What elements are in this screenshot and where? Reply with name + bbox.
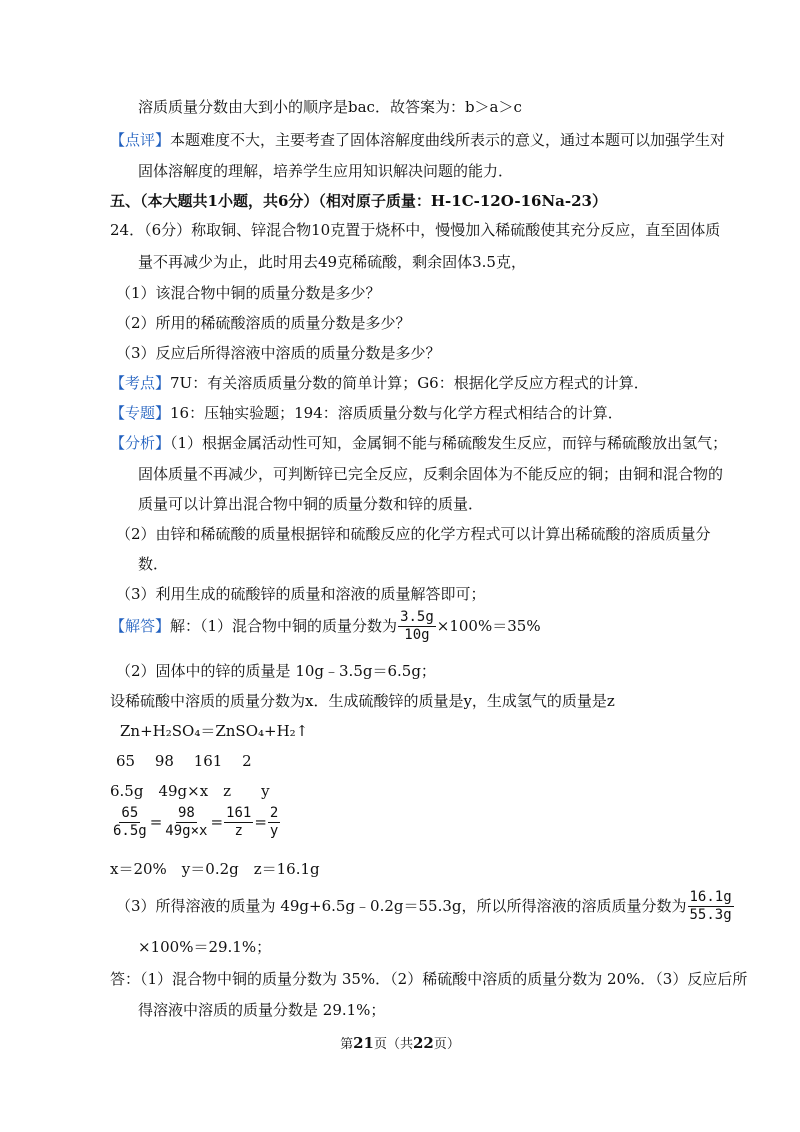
- fraction: [398, 610, 436, 644]
- footer-text: 第: [340, 1037, 354, 1052]
- fraction-numerator: 3.5g: [398, 610, 436, 627]
- question-text: 量不再减少为止，此时用去49克稀硫酸，剩余固体3.5克，: [138, 253, 526, 271]
- fraction-denominator: y: [269, 823, 279, 840]
- fraction: [163, 806, 209, 840]
- answer-tag: 【解答】: [110, 616, 171, 635]
- fraction: [268, 806, 280, 840]
- fraction-denominator: 49g×x: [165, 823, 208, 840]
- fraction: [224, 806, 253, 840]
- fraction-numerator: 98: [176, 806, 197, 823]
- text-line: 数．: [138, 555, 169, 573]
- fraction-numerator: 2: [268, 806, 280, 823]
- text-line: 固体溶解度的理解，培养学生应用知识解决问题的能力．: [138, 162, 514, 180]
- footer-text: 页）: [433, 1037, 460, 1052]
- text-line: [110, 133, 725, 148]
- fraction-denominator: 10g: [404, 627, 430, 644]
- result-line: x＝20% y＝0.2g z＝16.1g: [110, 860, 320, 878]
- analysis-tag: 【分析】: [110, 434, 171, 452]
- text-line: [110, 376, 649, 391]
- footer-text: 页（共: [373, 1037, 413, 1052]
- conclusion-text: 得溶液中溶质的质量分数是 29.1%；: [138, 1001, 386, 1019]
- question-text: 24．（6分）称取铜、锌混合物10克置于烧杯中，慢慢加入稀硫酸使其充分反应，直至固体质: [110, 221, 721, 239]
- comment-tag: 【点评】: [110, 131, 171, 149]
- page-footer: [0, 1036, 800, 1051]
- equals-sign: =: [254, 812, 267, 831]
- text-line: （2）固体中的锌的质量是 10g﹣3.5g＝6.5g；: [116, 662, 436, 680]
- fraction-numerator: 161: [224, 806, 253, 823]
- fraction-numerator: 65: [119, 806, 140, 823]
- special-tag: 【专题】: [110, 404, 171, 422]
- text-line: 溶质质量分数由大到小的顺序是bac．故答案为：b＞a＞c: [138, 98, 522, 116]
- topic-text: 7U：有关溶质质量分数的简单计算；G6：根据化学反应方程式的计算．: [170, 374, 649, 392]
- text-line: [110, 436, 727, 451]
- page-total: 22: [413, 1034, 434, 1052]
- fraction: [111, 806, 149, 840]
- conclusion-text: 答：（1）混合物中铜的质量分数为 35%．（2）稀硫酸中溶质的质量分数为 20%．（3）反应后所: [110, 970, 748, 988]
- equals-sign: =: [149, 812, 163, 831]
- text-line: 固体质量不再减少，可判断锌已完全反应，反剩余固体为不能反应的铜；由铜和混合物的: [138, 465, 724, 483]
- fraction-denominator: 6.5g: [113, 823, 147, 840]
- answer-text: ×100%＝35%: [436, 616, 541, 635]
- fraction-denominator: 55.3g: [689, 907, 732, 924]
- text-line: ×100%＝29.1%；: [138, 938, 272, 956]
- topic-tag: 【考点】: [110, 374, 171, 392]
- chemical-equation: Zn+H₂SO₄＝ZnSO₄+H₂↑: [120, 722, 309, 740]
- proportion-equation: [110, 806, 281, 840]
- text-line: 设稀硫酸中溶质的质量分数为x．生成硫酸锌的质量是y，生成氢气的质量是z: [110, 692, 615, 710]
- section-heading: 五、（本大题共1小题，共6分）（相对原子质量：H-1C-12O-16Na-23）: [110, 192, 607, 210]
- answer-text: 解：（1）混合物中铜的质量分数为: [170, 616, 398, 635]
- fraction: [688, 890, 734, 924]
- analysis-text: （1）根据金属活动性可知，金属铜不能与稀硫酸发生反应，而锌与稀硫酸放出氢气；: [170, 434, 728, 452]
- text-line: [110, 406, 623, 421]
- fraction-numerator: 16.1g: [688, 890, 734, 907]
- molar-mass-row: 65 98 161 2: [116, 752, 252, 770]
- page-number: 21: [353, 1034, 374, 1052]
- fraction-denominator: z: [234, 823, 243, 840]
- answer-line: [110, 610, 541, 644]
- solution-text: （3）所得溶液的质量为 49g+6.5g﹣0.2g＝55.3g，所以所得溶液的溶质质量分数为: [116, 896, 687, 915]
- special-text: 16：压轴实验题；194：溶质质量分数与化学方程式相结合的计算．: [170, 404, 623, 422]
- sub-question: （1）该混合物中铜的质量分数是多少？: [116, 284, 381, 302]
- text-line: 质量可以计算出混合物中铜的质量分数和锌的质量．: [138, 495, 484, 513]
- sub-question: （2）所用的稀硫酸溶质的质量分数是多少？: [116, 314, 411, 332]
- equals-sign: =: [210, 812, 224, 831]
- sub-question: （3）反应后所得溶液中溶质的质量分数是多少？: [116, 344, 441, 362]
- comment-text: 本题难度不大，主要考查了固体溶解度曲线所表示的意义，通过本题可以加强学生对: [170, 131, 726, 149]
- quantity-row: 6.5g 49g×x z y: [110, 782, 270, 800]
- text-line: （2）由锌和稀硫酸的质量根据锌和硫酸反应的化学方程式可以计算出稀硫酸的溶质质量分: [116, 525, 711, 543]
- text-line: （3）利用生成的硫酸锌的质量和溶液的质量解答即可；: [116, 585, 486, 603]
- text-line: [116, 890, 735, 924]
